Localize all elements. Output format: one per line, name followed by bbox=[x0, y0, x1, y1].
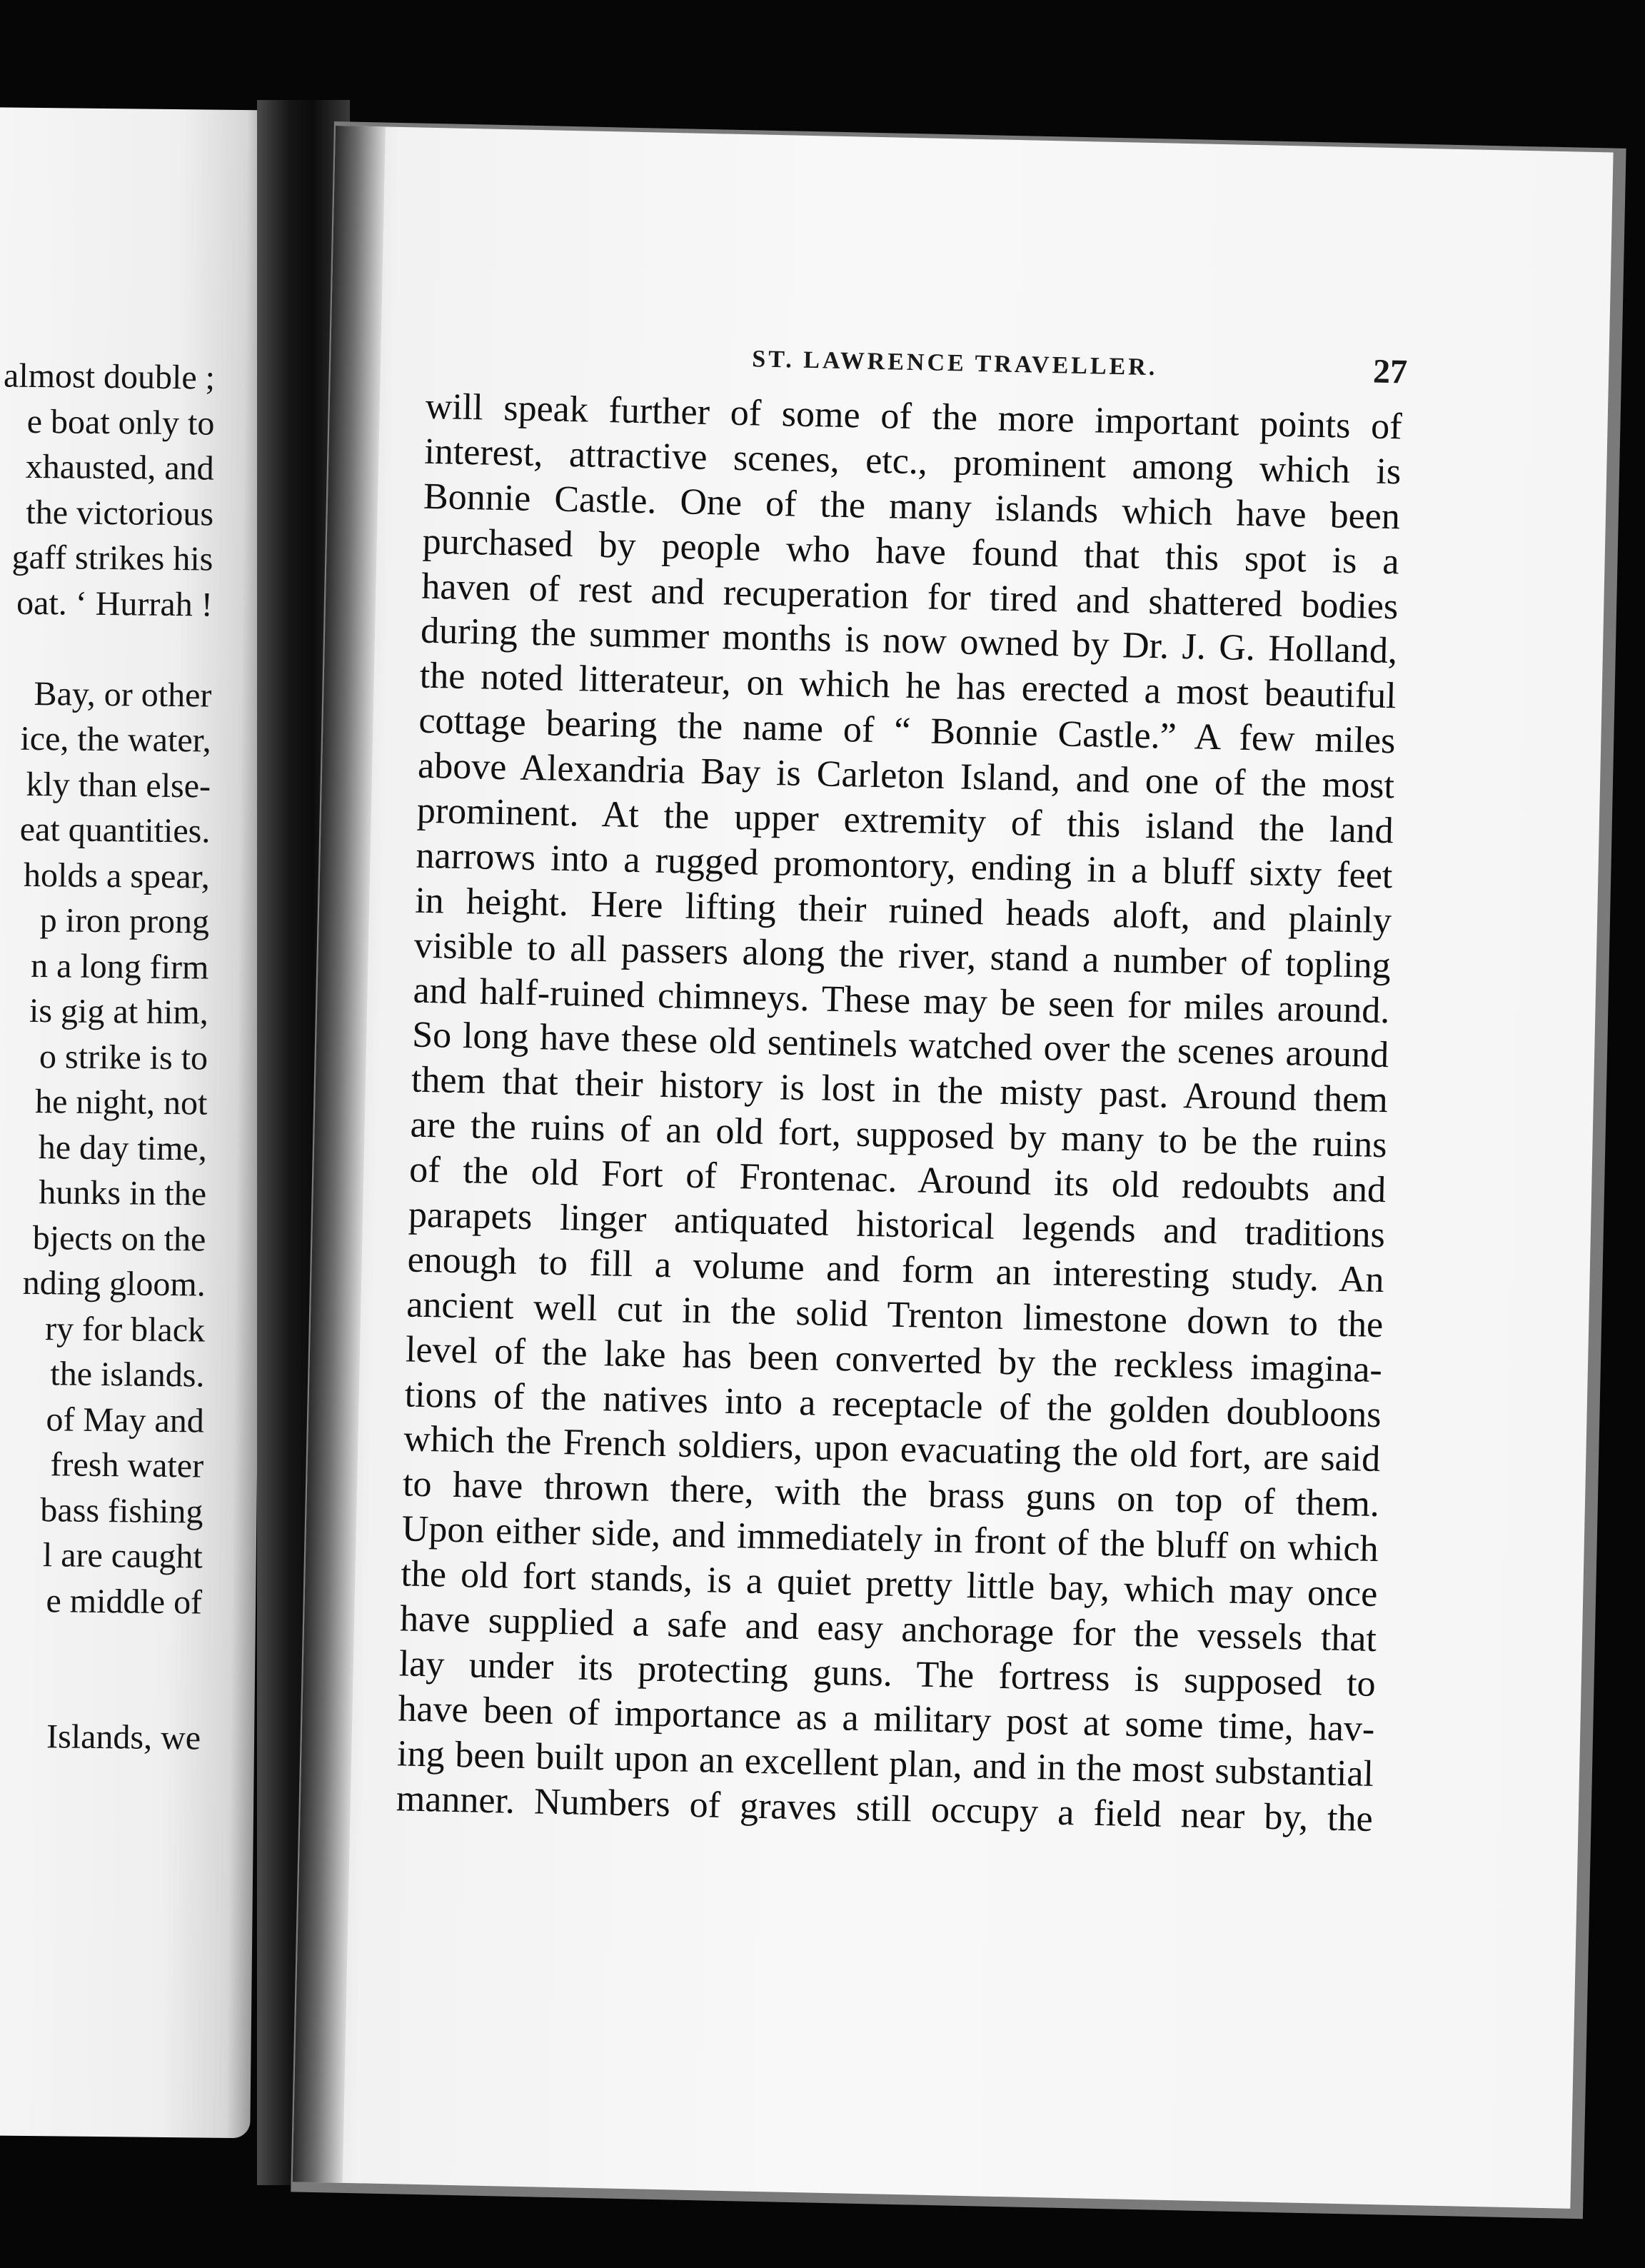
left-page-line bbox=[0, 1667, 201, 1715]
left-page-line: bjects on the bbox=[32, 1218, 206, 1259]
text-line: interest, attractive scenes, etc., prominent among which is bbox=[423, 431, 1402, 493]
left-page-line: e boat only to bbox=[26, 402, 215, 443]
left-page-line: fresh water bbox=[50, 1445, 204, 1485]
left-page-line: the islands. bbox=[50, 1355, 205, 1395]
left-page-line bbox=[0, 625, 212, 673]
left-page-line: gaff strikes his bbox=[11, 538, 213, 578]
left-page-line: ice, the water, bbox=[20, 719, 212, 760]
text-line: narrows into a rugged promontory, ending in a bluff sixty feet bbox=[416, 835, 1393, 897]
left-page-line: is gig at him, bbox=[29, 991, 209, 1032]
text-line: them that their history is lost in the misty past. Around them bbox=[411, 1059, 1389, 1121]
left-page-line: bass fishing bbox=[40, 1490, 203, 1531]
text-line: the old fort stands, is a quiet pretty little bay, which may once bbox=[400, 1553, 1378, 1615]
text-line: So long have these old sentinels watched over the scenes around bbox=[411, 1015, 1389, 1076]
left-page bbox=[0, 107, 271, 2138]
left-page-line: he night, not bbox=[34, 1083, 208, 1123]
page-number: 27 bbox=[1372, 352, 1408, 391]
left-page-line: p iron prong bbox=[39, 901, 210, 941]
text-line: in height. Here lifting their ruined heads aloft, and plainly bbox=[414, 880, 1392, 942]
text-line: prominent. At the upper extremity of this island the land bbox=[416, 790, 1394, 852]
left-page-line: n a long firm bbox=[30, 946, 209, 987]
left-page-line: almost double ; bbox=[3, 356, 216, 397]
text-line: have been of importance as a military post at some time, hav- bbox=[398, 1688, 1375, 1750]
text-line: which the French soldiers, upon evacuating the old fort, are said bbox=[403, 1418, 1381, 1480]
left-page-text bbox=[0, 353, 215, 1761]
left-page-line: xhausted, and bbox=[25, 447, 214, 488]
text-line: parapets linger antiquated historical legends and traditions bbox=[408, 1194, 1386, 1256]
left-page-line: hunks in the bbox=[39, 1173, 207, 1213]
text-line: enough to fill a volume and form an interesting study. An bbox=[407, 1239, 1385, 1301]
left-page-line: l are caught bbox=[42, 1536, 203, 1576]
left-page-line bbox=[0, 1622, 202, 1670]
right-page bbox=[293, 126, 1614, 2209]
left-page-line: Bay, or other bbox=[34, 674, 212, 715]
text-line: to have thrown there, with the brass guns on top of them. bbox=[402, 1463, 1380, 1525]
text-line: cottage bearing the name of “ Bonnie Castle.” A few miles bbox=[418, 700, 1396, 762]
text-line: Upon either side, and immediately in front of the bluff on which bbox=[401, 1508, 1379, 1570]
text-line: have supplied a safe and easy anchorage for the vessels that bbox=[399, 1598, 1377, 1660]
left-page-line: e middle of bbox=[46, 1581, 203, 1621]
text-line: and half-ruined chimneys. These may be seen for miles around. bbox=[413, 970, 1390, 1031]
text-line: tions of the natives into a receptacle of the golden doubloons bbox=[404, 1374, 1382, 1435]
text-line: ancient well cut in the solid Trenton limestone down to the bbox=[406, 1284, 1384, 1345]
left-page-line: nding gloom. bbox=[22, 1263, 206, 1304]
running-head: ST. LAWRENCE TRAVELLER. bbox=[751, 346, 1158, 381]
left-page-line: of May and bbox=[46, 1400, 205, 1440]
text-line: visible to all passers along the river, stand a number of topling bbox=[413, 925, 1392, 986]
text-line: are the ruins of an old fort, supposed by many to be the ruins bbox=[410, 1104, 1388, 1166]
text-line: ing been built upon an excellent plan, and in the most substantial bbox=[396, 1733, 1374, 1795]
text-line: lay under its protecting guns. The fortress is supposed to bbox=[398, 1643, 1377, 1705]
left-page-line: oat. ‘ Hurrah ! bbox=[16, 583, 213, 624]
left-page-line: Islands, we bbox=[46, 1717, 201, 1757]
text-line: of the old Fort of Frontenac. Around its old redoubts and bbox=[408, 1149, 1387, 1211]
left-page-line: o strike is to bbox=[39, 1037, 208, 1078]
text-line: manner. Numbers of graves still occupy a field near by, the bbox=[396, 1777, 1374, 1840]
text-line: the noted litterateur, on which he has erected a most beautiful bbox=[419, 655, 1397, 717]
left-page-line: eat quantities. bbox=[19, 810, 211, 850]
text-line: Bonnie Castle. One of the many islands which have been bbox=[423, 476, 1401, 538]
text-line: purchased by people who have found that this spot is a bbox=[422, 521, 1400, 582]
text-line: level of the lake has been converted by the reckless imagina- bbox=[405, 1329, 1383, 1390]
text-line: will speak further of some of the more important points of bbox=[425, 386, 1403, 448]
left-page-line: ry for black bbox=[44, 1309, 206, 1350]
left-page-line: the victorious bbox=[26, 493, 214, 533]
text-line: above Alexandria Bay is Carleton Island, and one of the most bbox=[417, 745, 1395, 807]
text-line: during the summer months is now owned by Dr. J. G. Holland, bbox=[420, 611, 1398, 672]
body-text bbox=[396, 385, 1402, 1842]
left-page-line: he day time, bbox=[38, 1128, 208, 1168]
left-page-line: holds a spear, bbox=[23, 855, 211, 896]
text-line: haven of rest and recuperation for tired and shattered bodies bbox=[421, 566, 1399, 627]
left-page-line: kly than else- bbox=[26, 765, 211, 806]
